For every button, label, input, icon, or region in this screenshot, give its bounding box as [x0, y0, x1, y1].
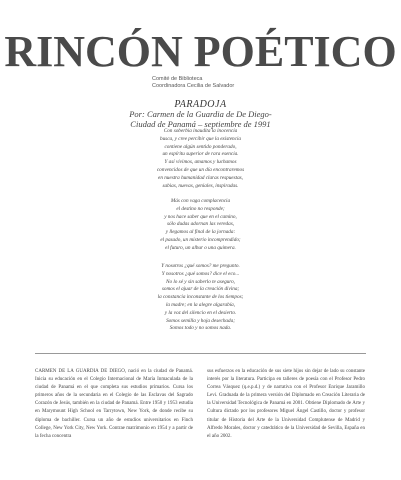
poem-line: el pasado, un misterio incomprendido; [160, 236, 241, 243]
poem-author [0, 110, 401, 129]
poem-line: sólo dudas adornan las veredas, [166, 221, 235, 228]
poem-line: Y nosotros ¿qué somos? dice el eco... [161, 270, 240, 277]
poem-line: contiene algún sentido ponderado, [164, 143, 237, 150]
stanza-2 [0, 198, 401, 253]
poem-line: Con soberbia inaudita la inocencia [163, 128, 238, 134]
credits [152, 76, 234, 89]
poem-line: en nuestra humanidad claras respuestas, [158, 174, 243, 181]
poem-line: Somos semilla y hoja desechada; [166, 317, 235, 324]
poem-line: el destino no responde; [176, 205, 225, 212]
bio-column-left: CARMEN DE LA GUARDIA DE DIEGO, nació en la ciudad de Panamá. Inicia su educación en el Colegio Internacional de María Inmaculada de la ciudad de Panamá en el que completa sus estudios primarios. Cursa los primeros años de la secundaria en el Colegio de las Esclavas del Sagrado Corazón de Jesús, también en la ciudad de Panamá. Entre 1950 y 1953 estudia en Marymount High School en Tarrytown, New York, de donde recibe su diploma de bachiller. Cursa un año de estudios universitarios en Finch College, New York City, New York. Contrae matrimonio en 1954 y a partir de la fecha concentra [35, 369, 193, 439]
credit-committee: Comité de Biblioteca [152, 76, 203, 82]
page-title: RINCÓN POÉTICO [4, 27, 397, 76]
poem-line: y nos hace saber que en el camino, [164, 213, 237, 220]
poem-line: Y nosotros ¿qué somos? me pregunto. [161, 263, 240, 269]
poem-line: un espíritu superior de rara esencia. [162, 151, 239, 158]
credit-coordinator: Coordinadora Cecilia de Salvador [152, 82, 235, 89]
poem-line: la madre; en la alegre algarabía, [165, 301, 236, 308]
poem-line: Y así vivimos, amamos y luchamos [164, 159, 237, 166]
bio-column-right: sus esfuerzos en la educación de sus siete hijos sin dejar de lado su constante interés por la literatura. Participa en talleres de poesía con el Profesor Pedro Correa Vásquez (q.e.p.d.) y de narrativa con el Profesor Enrique Jaramillo Levi. Graduada de la primera versión del Diplomado en Creación Literaria de la Universidad Tecnológica de Panamá en 2001. Obtiene Diplomado de Arte y Cultura dictado por los profesores Miguel Ángel Castillo, doctor y profesor titular de Historia del Arte de la Universidad Complutense de Madrid y Alfredo Morales, doctor y catedrático de la Universidad de Sevilla, España en el año 2002. [207, 369, 365, 439]
poem-date-line: Ciudad de Panamá – septiembre de 1991 [130, 118, 271, 129]
poem-line: y llegamos al final de la jornada: [165, 229, 236, 236]
poem-title: PARADOJA [174, 99, 227, 110]
poem-line: y la voz del silencio en el desierto. [164, 309, 237, 316]
poem-line: sabias, nuevas, geniales, inspiradas. [162, 182, 239, 189]
poem-line: busca, y cree percibir que la existencia [159, 135, 241, 142]
poem-line: somos el ajuar de la creación divina; [161, 286, 240, 293]
poem-line: la constancia inconstante de los tiempos; [157, 294, 244, 301]
poem-line: Somos todo y no somos nada. [169, 325, 232, 332]
poem-line: el futuro, un albur o una quimera. [165, 244, 236, 251]
stanza-1 [0, 128, 401, 190]
stanza-3 [0, 263, 401, 333]
poem-line: convencidos de que un día encontraremos [156, 166, 245, 173]
poem-line: No lo sé y sin saberlo te aseguro, [166, 278, 235, 285]
poem-line: Más con vaga complacencia [170, 198, 231, 204]
poem-author-line: Por: Carmen de la Guardia de De Diego- [129, 109, 272, 119]
section-divider [35, 353, 366, 354]
